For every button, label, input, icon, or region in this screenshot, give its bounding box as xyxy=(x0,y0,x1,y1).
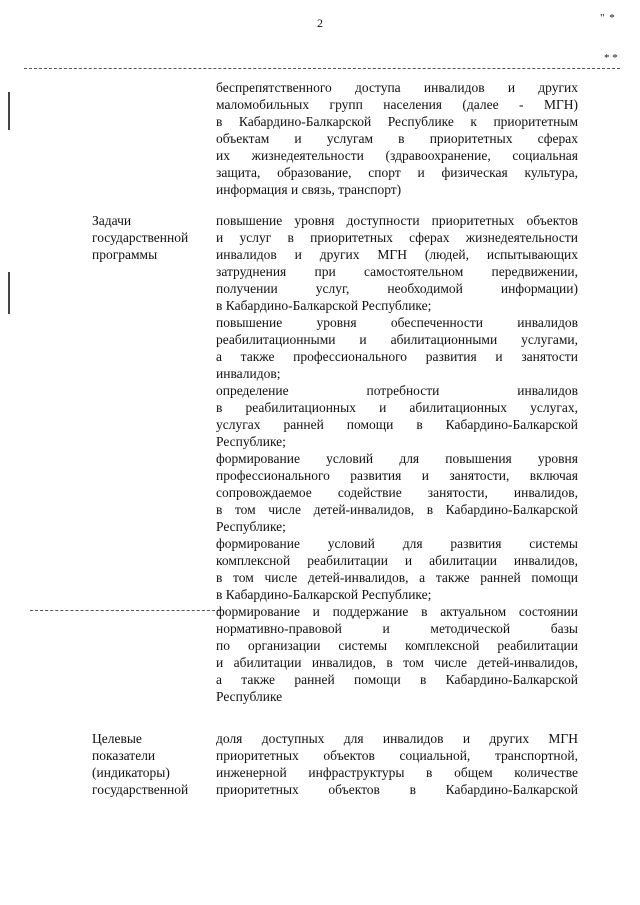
scan-mark-bottom: * * xyxy=(604,52,618,64)
text-line: инженерной инфраструктуры в общем количестве xyxy=(216,765,578,780)
text-line: маломобильных групп населения (далее - МГН) xyxy=(216,97,578,112)
label-line: Задачи xyxy=(92,213,132,228)
text-line: Республике; xyxy=(216,519,286,534)
text-line: Республике; xyxy=(216,434,286,449)
left-binding-rule xyxy=(8,92,10,130)
label-line: (индикаторы) xyxy=(92,765,170,780)
text-line: в Кабардино-Балкарской Республике; xyxy=(216,587,432,602)
indicators-label xyxy=(92,730,210,798)
text-line: их жизнедеятельности (здравоохранение, социальная xyxy=(216,148,578,163)
text-line: нормативно-правовой и методической базы xyxy=(216,621,578,636)
text-line: инвалидов и других МГН (людей, испытывающих xyxy=(216,247,578,262)
text-line: приоритетных объектов социальной, транспортной, xyxy=(216,748,578,763)
text-line: в том числе детей-инвалидов, а также ранней помощи xyxy=(216,570,578,585)
text-line: сопровождаемое содействие занятости, инвалидов, xyxy=(216,485,578,500)
page-number: 2 xyxy=(317,16,323,30)
task-paragraph xyxy=(216,603,578,705)
text-line: приоритетных объектов в Кабардино-Балкарской xyxy=(216,782,578,797)
scan-line-middle xyxy=(30,610,220,611)
text-line: формирование условий для повышения уровня xyxy=(216,451,578,466)
tasks-text xyxy=(216,212,578,705)
label-line: государственной xyxy=(92,230,189,245)
text-line: объектам и услугам в приоритетных сферах xyxy=(216,131,578,146)
task-paragraph xyxy=(216,450,578,535)
text-line: беспрепятственного доступа инвалидов и других xyxy=(216,80,578,95)
text-line: Республике xyxy=(216,689,283,704)
text-line: повышение уровня доступности приоритетных объектов xyxy=(216,213,578,228)
text-line: в реабилитационных и абилитационных услугах, xyxy=(216,400,578,415)
text-line: формирование и поддержание в актуальном состоянии xyxy=(216,604,578,619)
text-line: а также ранней помощи в Кабардино-Балкарской xyxy=(216,672,578,687)
text-line: повышение уровня обеспеченности инвалидов xyxy=(216,315,578,330)
text-line: и услуг в приоритетных сферах жизнедеятельности xyxy=(216,230,578,245)
tasks-label xyxy=(92,212,210,263)
text-line: и абилитации инвалидов, в том числе детей-инвалидов, xyxy=(216,655,578,670)
text-line: а также профессионального развития и занятости xyxy=(216,349,578,364)
task-paragraph xyxy=(216,382,578,450)
text-line: формирование условий для развития системы xyxy=(216,536,578,551)
text-line: комплексной реабилитации и абилитации инвалидов, xyxy=(216,553,578,568)
scan-line-top xyxy=(24,68,620,69)
indicators-text xyxy=(216,730,578,798)
text-line: в том числе детей-инвалидов, в Кабардино-Балкарской xyxy=(216,502,578,517)
text-line: защита, образование, спорт и физическая культура, xyxy=(216,165,578,180)
scan-mark-top: " * xyxy=(600,12,616,24)
text-line: услугах ранней помощи в Кабардино-Балкарской xyxy=(216,417,578,432)
text-line: в Кабардино-Балкарской Республике к приоритетным xyxy=(216,114,578,129)
text-line: в Кабардино-Балкарской Республике; xyxy=(216,298,432,313)
text-line: затруднения при самостоятельном передвижении, xyxy=(216,264,578,279)
text-line: по организации системы комплексной реабилитации xyxy=(216,638,578,653)
left-binding-rule-lower xyxy=(8,272,10,314)
program-goal-text xyxy=(216,79,578,198)
task-paragraph xyxy=(216,314,578,382)
text-line: реабилитационными и абилитационными услугами, xyxy=(216,332,578,347)
text-line: инвалидов; xyxy=(216,366,281,381)
task-paragraph xyxy=(216,535,578,603)
text-line: профессионального развития и занятости, включая xyxy=(216,468,578,483)
label-line: программы xyxy=(92,247,158,262)
task-paragraph xyxy=(216,212,578,314)
label-line: Целевые xyxy=(92,731,142,746)
text-line: доля доступных для инвалидов и других МГН xyxy=(216,731,578,746)
text-line: информация и связь, транспорт) xyxy=(216,182,402,197)
label-line: показатели xyxy=(92,748,156,763)
text-line: определение потребности инвалидов xyxy=(216,383,578,398)
label-line: государственной xyxy=(92,782,189,797)
text-line: получении услуг, необходимой информации) xyxy=(216,281,578,296)
